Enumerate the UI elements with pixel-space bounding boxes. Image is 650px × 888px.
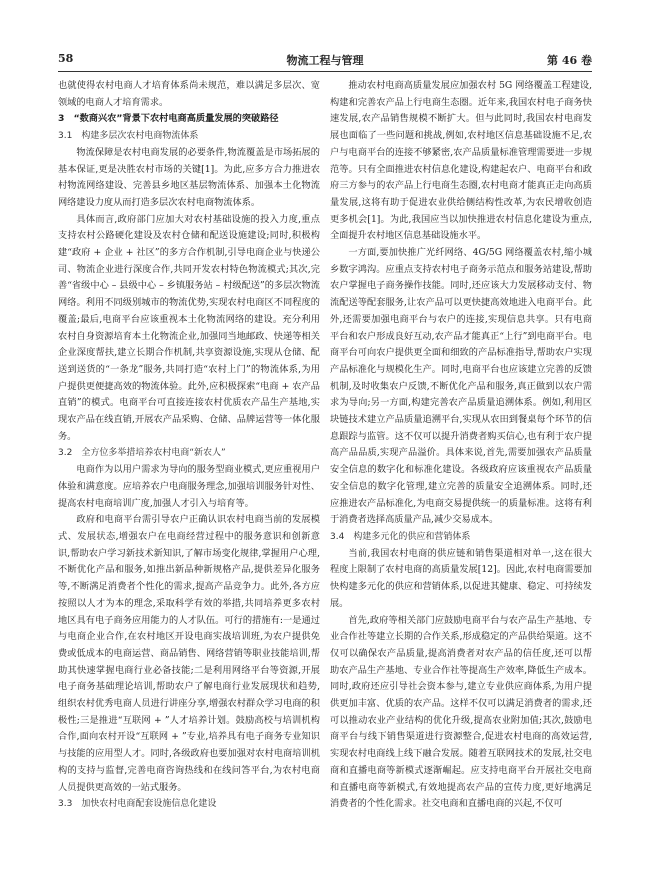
paragraph: 当前,我国农村电商的供应链和销售渠道相对单一,这在很大程度上限制了农村电商的高质量发展[12]。因此,农村电商需要加快构建多元化的供应和营销体系,以促进其健康、稳定、可持续发展。 [330, 547, 592, 609]
subsection-heading: 3.4 构建多元化的供应和营销体系 [330, 531, 471, 542]
paragraph: 一方面,要加快推广光纤网络、4G/5G 网络覆盖农村,缩小城乡数字鸿沟。应重点支持农村电子商务示范点和服务站建设,帮助农户掌握电子商务操作技能。同时,还应该大力发展移动支付、物流配送等配套服务,让农产品可以更快捷高效地进入电商平台。此外,还需要加强电商平台与农户的连接,实现信息共享。只有电商平台和农户形成良好互动,农产品才能真正“上行”到电商平台。电商平台可向农户提供更全面和细致的产品标准指导,帮助农户实现产品标准化与规模化生产。同时,电商平台也应该建立完善的反馈机制,及时收集农户反馈,不断优化产品和服务,真正做到以农户需求为导向;另一方面,构建完善农产品质量追溯体系。例如,利用区块链技术建立产品质量追溯平台,实现从农田到餐桌每个环节的信息跟踪与监管。这不仅可以提升消费者购买信心,也有利于农户提高产品品质,实现产品溢价。具体来说,首先,需要加强农产品质量安全信息的数字化和标准化建设。各级政府应该重视农产品质量安全信息的数字化管理,建立完善的质量安全追溯体系。同时,还应推进农产品标准化,为电商交易提供统一的质量标准。这将有利于消费者选择高质量产品,减少交易成本。 [330, 247, 592, 526]
volume-label: 第 46 卷 [547, 54, 592, 67]
paragraph: 物流保障是农村电商发展的必要条件,物流覆盖是市场拓展的基本保证,更是决胜农村市场的关键[1]。为此,应多方合力推进农村物流网络建设、完善县乡地区基层物流体系、加强本土化物流网络建设力度从而打造多层次农村电商物流体系。 [58, 146, 320, 208]
header-rule [58, 71, 592, 72]
paragraph: 电商作为以用户需求为导向的服务型商业模式,更应重视用户体验和满意度。应培养农户电商服务理念,加强培训服务针对性、提高农村电商培训广度,加强人才引入与培育等。 [58, 464, 320, 509]
paragraph: 具体而言,政府部门应加大对农村基础设施的投入力度,重点支持农村公路硬化建设及农村仓储和配送设施建设;同时,积极构建“政府 + 企业 + 社区”的多方合作机制,引导电商企业与快递公司、物流企业进行深度合作,共同开发农村特色物流模式;其次,完善“省级中心 – 县级中心 – 乡镇服务站 – 村级配送”的多层次物流网络。利用不同级别城市的物流优势,实现农村电商区不同程度的覆盖;最后,电商平台应该重视本土化物流网络的建设。充分利用农村自身资源培育本土化物流企业,加强同当地邮政、快递等相关企业深度帮扶,建立长期合作机制,共享资源设施,实现从仓储、配送到送货的“一条龙”服务,共同打造“农村上门”的物流体系,为用户提供更便捷高效的物流体验。此外,应积极探索“电商 + 农产品直销”的模式。电商平台可直接连接农村优质农产品生产基地,实现农产品在线直销,开展农产品采购、仓储、品牌运营等一体化服务。 [58, 213, 320, 442]
section-heading: 3 “数商兴农”背景下农村电商高质量发展的突破路径 [58, 113, 279, 125]
journal-title: 物流工程与管理 [286, 54, 364, 67]
paragraph: 政府和电商平台需引导农户正确认识农村电商当前的发展模式、发展状态,增强农户在电商经营过程中的服务意识和创新意识,帮助农户学习新技术新知识,了解市场变化规律,掌握用户心理,不断优化产品和服务,如推出新品种新规格产品,提供差异化服务等,不断满足消费者个性化的需求,提高产品竞争力。此外,各方应按照以人才为本的理念,采取科学有效的举措,共同培养更多农村地区具有电子商务应用能力的人才队伍。可行的措施有:一是通过与电商企业合作,在农村地区开设电商实战培训班,为农户提供免费或低成本的电商运营、商品销售、网络营销等职业技能培训,帮助其快速掌握电商行业必备技能;二是利用网络平台等资源,开展电子商务基础理论培训,帮助农户了解电商行业发展现状和趋势,组织农村优秀电商人员进行讲座分享,增强农村群众学习电商的积极性;三是推进“互联网 + ”人才培养计划。鼓励高校与培训机构合作,面向农村开设“互联网 + ”专业,培养具有电子商务专业知识与技能的应用型人才。同时,各级政府也要加强对农村电商培训机构的支持与监督,完善电商咨询热线和在线问答平台,为农村电商人员提供更高效的一站式服务。 [58, 514, 320, 793]
paragraph: 推动农村电商高质量发展应加强农村 5G 网络覆盖工程建设,构建和完善农产品上行电商生态圈。近年来,我国农村电子商务快速发展,农产品销售规模不断扩大。但与此同时,我国农村电商发展也面临了一些问题和挑战,例如,农村地区信息基础设施不足,农户与电商平台的连接不够紧密,农产品质量标准管理需要进一步规范等。只有全面推进农村信息化建设,构建起农户、电商平台和政府三方参与的农产品上行电商生态圈,农村电商才能真正走向高质量发展,这将有助于促进农业供给侧结构性改革,为农民增收创造更多机会[1]。为此,我国应当以加快推进农村信息化建设为重点,全面提升农村地区信息基础设施水平。 [330, 80, 592, 242]
page-number: 58 [58, 52, 74, 65]
right-column [330, 78, 592, 868]
subsection-heading: 3.1 构建多层次农村电商物流体系 [58, 131, 199, 142]
page-header [58, 52, 592, 70]
subsection-heading: 3.2 全方位多举措培养农村电商“新农人” [58, 448, 226, 459]
subsection-heading: 3.3 加快农村电商配套设施信息化建设 [58, 799, 217, 810]
left-column [58, 78, 320, 868]
paragraph: 首先,政府等相关部门应鼓励电商平台与农产品生产基地、专业合作社等建立长期的合作关系,形成稳定的产品供给渠道。这不仅可以确保农产品质量,提高消费者对农产品的信任度,还可以帮助农产品生产基地、专业合作社等提高生产效率,降低生产成本。同时,政府还应引导社会资本参与,建立专业供应商体系,为用户提供更加丰富、优质的农产品。这样不仅可以满足消费者的需求,还可以推动农业产业结构的优化升级,提高农业附加值;其次,鼓励电商平台与线下销售渠道进行资源整合,促进农村电商的高效运营,实现农村电商线上线下融合发展。随着互联网技术的发展,社交电商和直播电商等新模式逐渐崛起。应支持电商平台开展社交电商和直播电商等新模式,有效地提高农产品的宣传力度,更好地满足消费者的个性化需求。社交电商和直播电商的兴起,不仅可 [330, 614, 592, 810]
paragraph: 也就使得农村电商人才培育体系尚未规范，难以满足多层次、宽领域的电商人才培育需求。 [58, 80, 320, 108]
